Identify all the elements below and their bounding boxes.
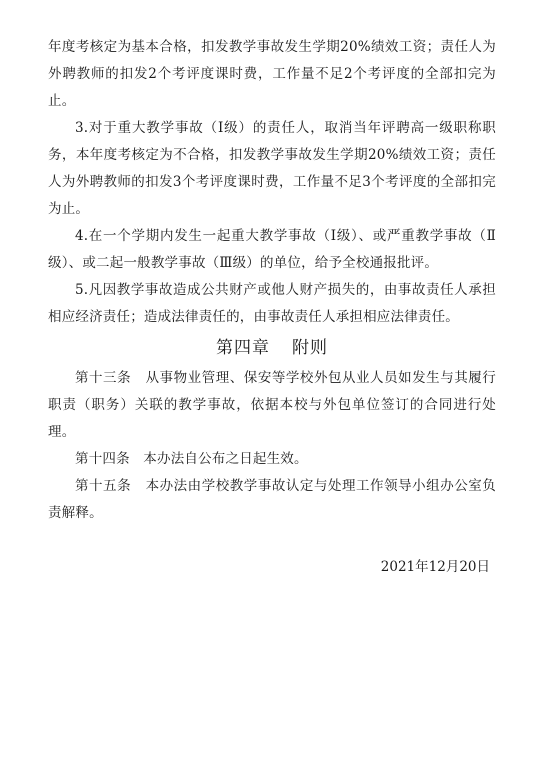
paragraph-item-5: 5.凡因教学事故造成公共财产或他人财产损失的，由事故责任人承担相应经济责任；造成法律责任的，由事故责任人承担相应法律责任。 [48,282,496,325]
article-label: 第十三条 [75,370,132,386]
paragraph-item-4: 4.在一个学期内发生一起重大教学事故（Ⅰ级）、或严重教学事故（Ⅱ级）、或二起一般教学事故（Ⅲ级）的单位，给予全校通报批评。 [48,228,496,271]
article-text: 本办法由学校教学事故认定与处理工作领导小组办公室负责解释。 [48,478,496,521]
article-label: 第十五条 [75,478,132,494]
chapter-number: 第四章 [216,338,270,358]
paragraph-continuation: 年度考核定为基本合格，扣发教学事故发生学期20%绩效工资；责任人为外聘教师的扣发2个考评度课时费，工作量不足2个考评度的全部扣完为止。 [48,39,496,109]
article-label: 第十四条 [75,451,130,467]
article-14 [48,446,496,473]
article-15 [48,473,496,527]
chapter-heading [48,331,496,365]
paragraph-item-3: 3.对于重大教学事故（Ⅰ级）的责任人，取消当年评聘高一级职称职务，本年度考核定为不合格，扣发教学事故发生学期20%绩效工资；责任人为外聘教师的扣发3个考评度课时费，工作量不足3个考评度的全部扣完为止。 [48,120,496,217]
article-13 [48,365,496,446]
article-text: 从事物业管理、保安等学校外包从业人员如发生与其履行职责（职务）关联的教学事故，依据本校与外包单位签订的合同进行处理。 [48,370,496,440]
document-page [48,34,496,581]
document-date: 2021年12月20日 [380,559,490,575]
article-text: 本办法自公布之日起生效。 [143,451,308,467]
blank-line [48,527,496,554]
chapter-title: 附则 [292,338,328,358]
